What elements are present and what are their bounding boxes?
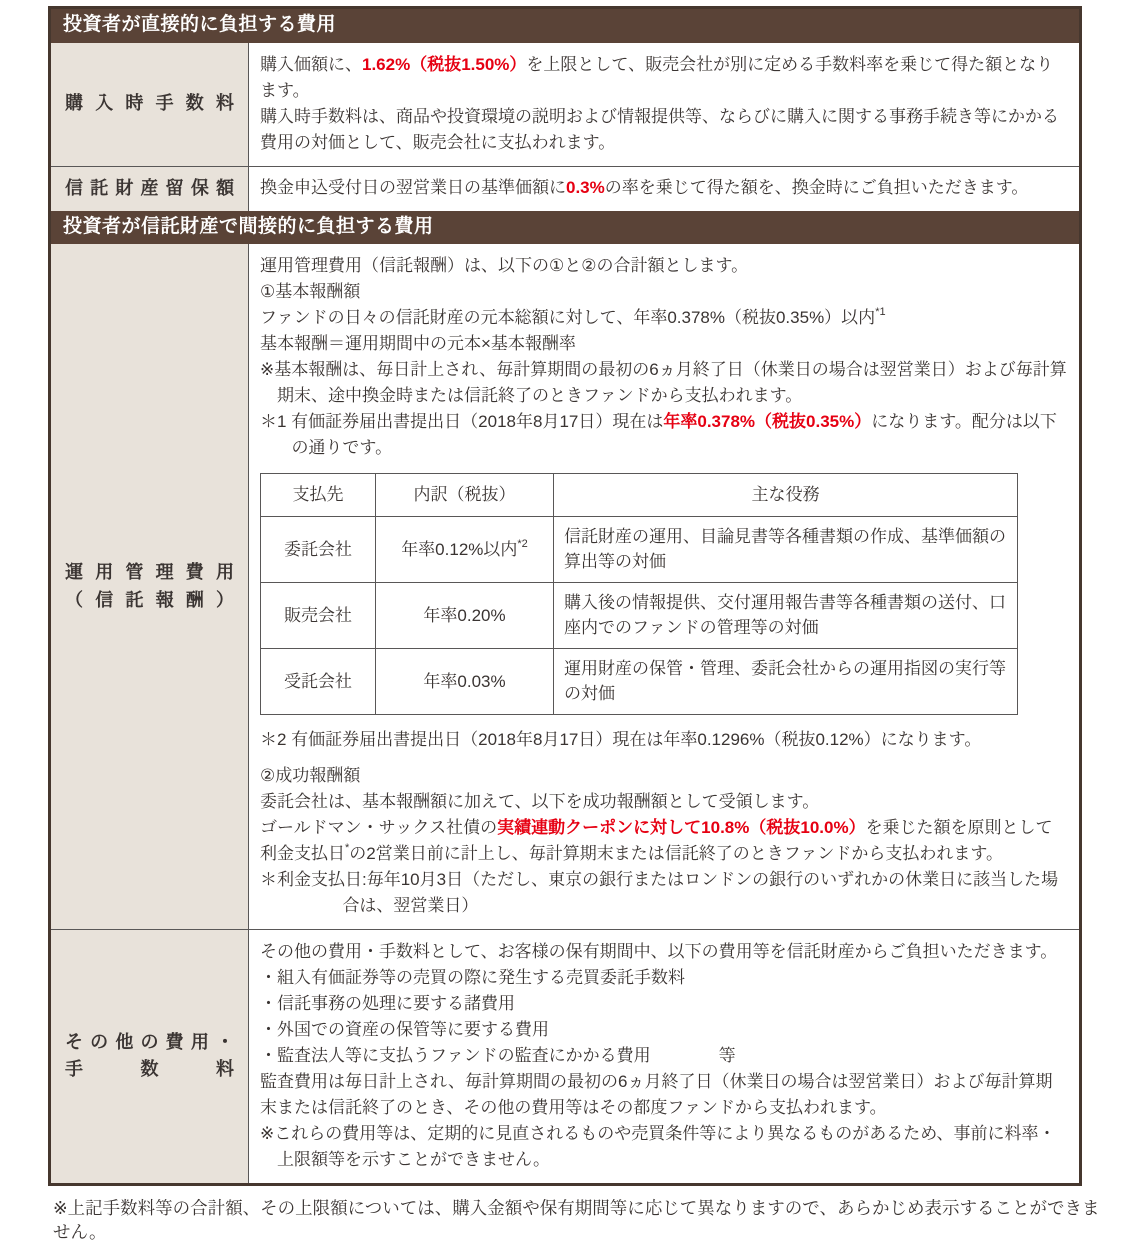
other-fees-content <box>249 930 1079 1183</box>
row-purchase-fee <box>51 43 1079 166</box>
fee-table <box>48 6 1082 1186</box>
management-fee-label-cell <box>51 244 249 929</box>
purchase-fee-label: 購入時手数料 <box>65 93 234 114</box>
section-header-direct-costs: 投資者が直接的に負担する費用 <box>51 9 1079 43</box>
payment-date-note: ＊利金支払日:毎年10月3日（ただし、東京の銀行またはロンドンの銀行のいずれかの休業日に該当した場合は、翌営業日） <box>260 869 1059 915</box>
bullet-foreign-custody-costs: ・外国での資産の保管等に要する費用 <box>260 1019 549 1039</box>
row-management-fee <box>51 244 1079 929</box>
basic-fee-rate-text: ファンドの日々の信託財産の元本総額に対して、年率0.378%（税抜0.35%）以内 <box>260 308 876 328</box>
basic-fee-rate-line <box>260 305 1069 331</box>
service-cell: 購入後の情報提供、交付運用報告書等各種書類の送付、口座内でのファンドの管理等の対価 <box>554 582 1018 648</box>
other-fees-disclaimer: ※これらの費用等は、定期的に見直されるものや売買条件等により異なるものがあるため、事前に料率・上限額等を示すことができません。 <box>260 1123 1056 1169</box>
retention-rate-highlight: 0.3% <box>566 177 605 197</box>
star2-note: ＊2 有価証券届出書提出日（2018年8月17日）現在は年率0.1296%（税抜0.12%）になります。 <box>260 729 982 749</box>
other-fees-label-cell <box>51 930 249 1183</box>
purchase-fee-p1-post: を上限として、販売会社が別に定める手数料率を乗じて得た額となります。 <box>260 54 1054 100</box>
rate-text: 年率0.12%以内 <box>401 539 518 559</box>
purchase-fee-rate-highlight: 1.62%（税抜1.50%） <box>362 54 527 74</box>
section-header-indirect-costs: 投資者が信託財産で間接的に負担する費用 <box>51 211 1079 245</box>
payee-cell: 委託会社 <box>261 516 376 582</box>
success-fee-title: ②成功報酬額 <box>260 765 361 785</box>
retention-label: 信託財産留保額 <box>65 177 234 198</box>
other-fees-intro: その他の費用・手数料として、お客様の保有期間中、以下の費用等を信託財産からご負担いただきます。 <box>260 941 1058 961</box>
other-fees-label-line2: 手数料 <box>65 1059 234 1080</box>
table-header-row <box>261 474 1018 517</box>
star1-rate-highlight: 年率0.378%（税抜0.35%） <box>663 412 872 432</box>
star1-note <box>260 409 1069 461</box>
fee-breakdown-header <box>261 474 1018 517</box>
row-retention-amount <box>51 166 1079 211</box>
footnote-ref-asterisk: * <box>345 841 350 854</box>
success-fee-paragraph <box>260 815 1069 867</box>
bullet-brokerage-fee: ・組入有価証券等の売買の際に発生する売買委託手数料 <box>260 967 685 987</box>
fee-breakdown-table <box>260 473 1018 715</box>
star1-post: になります。配分は以下の通りです。 <box>291 412 1057 458</box>
table-row-distributor <box>261 582 1018 648</box>
service-cell: 運用財産の保管・管理、委託会社からの運用指図の実行等の対価 <box>554 648 1018 714</box>
header-rate: 内訳（税抜） <box>376 474 554 517</box>
management-fee-label-line1: 運用管理費用 <box>65 561 234 582</box>
purchase-fee-paragraph-2: 購入時手数料は、商品や投資環境の説明および情報提供等、ならびに購入に関する事務手続き等にかかる費用の対価として、販売会社に支払われます。 <box>260 106 1059 152</box>
audit-payment-note: 監査費用は毎日計上され、毎計算期間の最初の6ヵ月終了日（休業日の場合は翌営業日）および毎計算期末または信託終了のとき、その他の費用等はその都度ファンドから支払われます。 <box>260 1071 1053 1117</box>
retention-content <box>249 167 1079 211</box>
bullet-audit-costs: ・監査法人等に支払うファンドの監査にかかる費用 等 <box>260 1045 736 1065</box>
header-service: 主な役務 <box>554 474 1018 517</box>
basic-fee-title: ①基本報酬額 <box>260 282 361 302</box>
success-p-mid: を乗じた額を原則として利金支払日 <box>260 817 1053 863</box>
retention-label-cell <box>51 167 249 211</box>
basic-fee-note: ※基本報酬は、毎日計上され、毎計算期間の最初の6ヵ月終了日（休業日の場合は翌営業日）および毎計算期末、途中換金時または信託終了のときファンドから支払われます。 <box>260 360 1067 406</box>
bullet-trust-admin-costs: ・信託事務の処理に要する諸費用 <box>260 993 515 1013</box>
success-fee-line1: 委託会社は、基本報酬額に加えて、以下を成功報酬額として受領します。 <box>260 791 820 811</box>
success-p-pre: ゴールドマン・サックス社債の <box>260 817 498 837</box>
purchase-fee-label-cell <box>51 43 249 166</box>
table-row-consignor <box>261 516 1018 582</box>
footnote-ref-1: *1 <box>875 306 886 319</box>
management-fee-label-line2: （信託報酬） <box>65 589 234 610</box>
payee-cell: 販売会社 <box>261 582 376 648</box>
payee-cell: 受託会社 <box>261 648 376 714</box>
purchase-fee-paragraph-1 <box>260 52 1069 104</box>
service-cell: 信託財産の運用、目論見書等各種書類の作成、基準価額の算出等の対価 <box>554 516 1018 582</box>
retention-p1-post: の率を乗じて得た額を、換金時にご負担いただきます。 <box>604 177 1029 197</box>
success-rate-highlight: 実績連動クーポンに対して10.8%（税抜10.0%） <box>497 817 866 837</box>
star1-pre: ＊1 有価証券届出書提出日（2018年8月17日）現在は <box>260 412 664 432</box>
row-other-fees <box>51 929 1079 1183</box>
management-fee-content <box>249 244 1079 929</box>
table-row-trustee <box>261 648 1018 714</box>
basic-fee-formula: 基本報酬＝運用期間中の元本×基本報酬率 <box>260 334 576 354</box>
purchase-fee-content <box>249 43 1079 166</box>
header-payee: 支払先 <box>261 474 376 517</box>
retention-p1-pre: 換金申込受付日の翌営業日の基準価額に <box>260 177 566 197</box>
rate-cell: 年率0.03% <box>376 648 554 714</box>
success-p-post: の2営業日前に計上し、毎計算期末または信託終了のときファンドから支払われます。 <box>349 843 1004 863</box>
footnote-ref-2: *2 <box>517 537 528 550</box>
purchase-fee-p1-pre: 購入価額に、 <box>260 54 362 74</box>
management-intro: 運用管理費用（信託報酬）は、以下の①と②の合計額とします。 <box>260 256 749 276</box>
retention-paragraph <box>260 175 1069 201</box>
rate-cell: 年率0.20% <box>376 582 554 648</box>
rate-cell <box>376 516 554 582</box>
page-footnote: ※上記手数料等の合計額、その上限額については、購入金額や保有期間等に応じて異なりますので、あらかじめ表示することができません。 <box>53 1197 1100 1243</box>
other-fees-label-line1: その他の費用・ <box>65 1031 234 1052</box>
